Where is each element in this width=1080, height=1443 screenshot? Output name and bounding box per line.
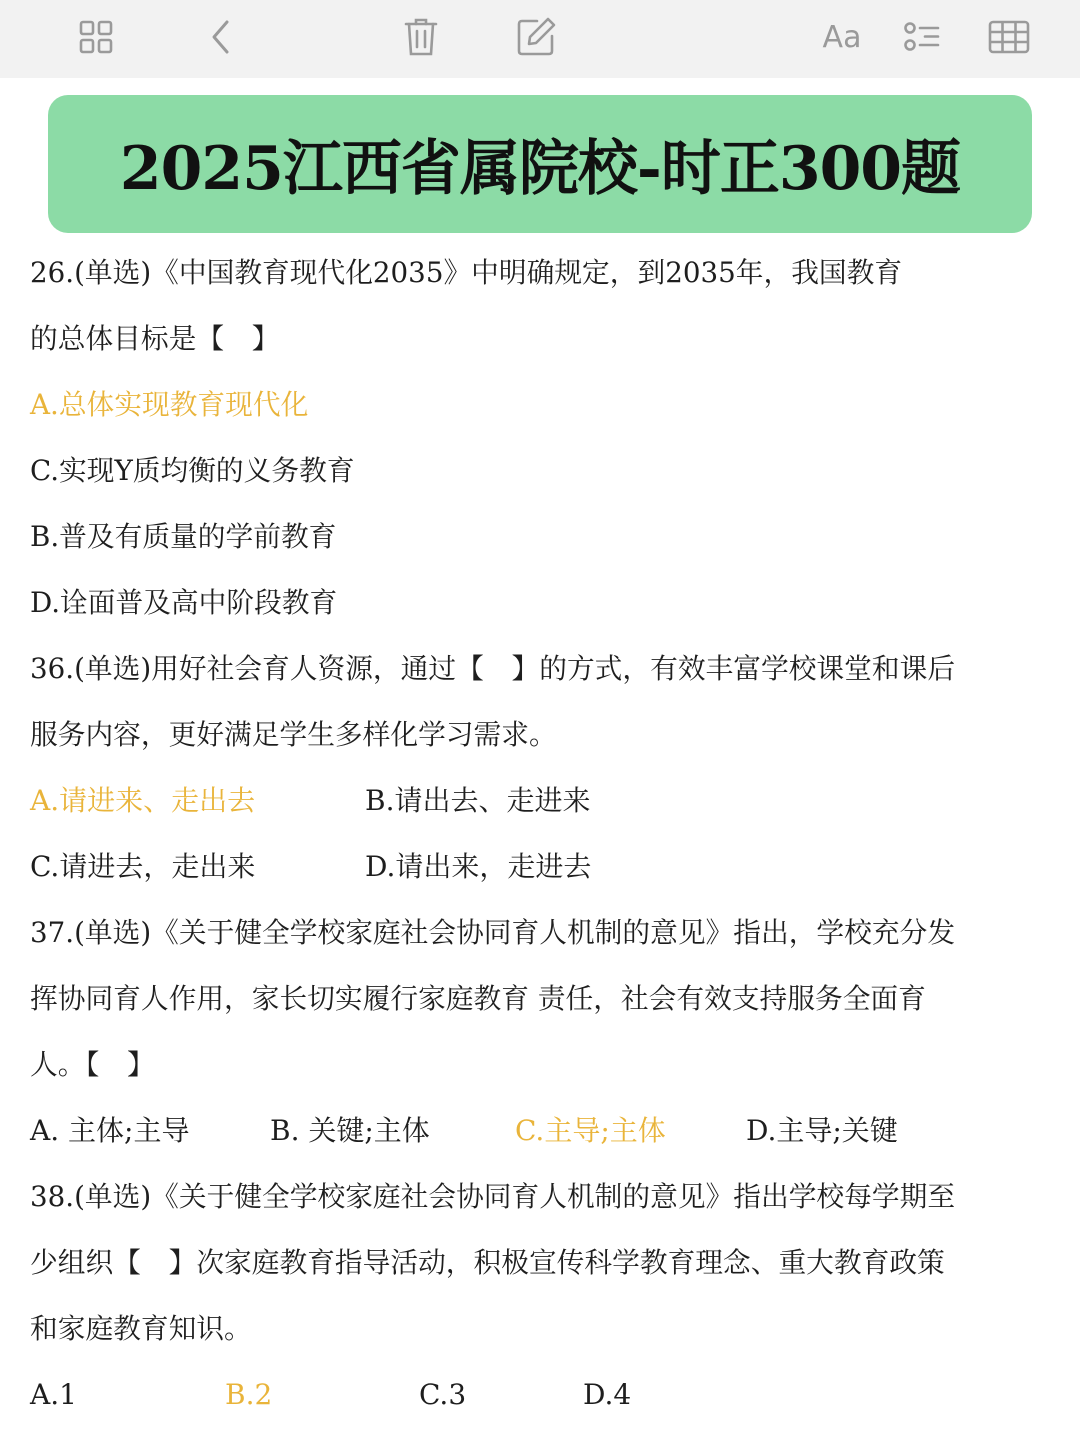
checklist-icon[interactable] — [897, 14, 947, 60]
q38-option-a: A.1 — [30, 1378, 77, 1411]
q37-stem-line-3: 人。【 】 — [30, 1048, 155, 1081]
edit-icon[interactable] — [511, 14, 561, 60]
font-size-label: Aa — [822, 19, 862, 55]
top-toolbar — [0, 0, 1080, 78]
q36-option-d: D.请出来，走进去 — [365, 850, 592, 883]
question-content — [30, 240, 1060, 1428]
q26-option-b: B.普及有质量的学前教育 — [30, 520, 337, 553]
q37-option-a: A. 主体;主导 — [30, 1114, 190, 1147]
q26-option-d: D.诠面普及高中阶段教育 — [30, 586, 338, 619]
q38-stem-line-2: 少组织【 】次家庭教育指导活动，积极宣传科学教育理念、重大教育政策 — [30, 1246, 945, 1279]
banner-title: 2025江西省属院校-时正300题 — [119, 134, 961, 204]
q26-option-c: C.实现Y质均衡的义务教育 — [30, 454, 355, 487]
q37-option-c: C.主导;主体 — [515, 1114, 666, 1147]
q36-option-c: C.请进去，走出来 — [30, 850, 256, 883]
title-banner — [48, 95, 1032, 233]
table-icon[interactable] — [984, 14, 1034, 60]
back-chevron-icon[interactable] — [196, 14, 246, 60]
q37-option-b: B. 关键;主体 — [270, 1114, 430, 1147]
q36-option-b: B.请出去、走进来 — [365, 784, 591, 817]
q36-stem-line-2: 服务内容，更好满足学生多样化学习需求。 — [30, 718, 557, 751]
q36-options-row-1 — [30, 768, 1060, 834]
q37-option-d: D.主导;关键 — [746, 1114, 898, 1147]
q26-option-a: A.总体实现教育现代化 — [30, 388, 309, 421]
q37-stem-line-2: 挥协同育人作用，家长切实履行家庭教育 责任，社会有效支持服务全面育 — [30, 982, 926, 1015]
q36-stem-line-1: 36.(单选)用好社会育人资源，通过【 】的方式，有效丰富学校课堂和课后 — [30, 652, 956, 685]
q26-stem-line-2: 的总体目标是【 】 — [30, 322, 280, 355]
trash-icon[interactable] — [396, 14, 446, 60]
q38-stem-line-1: 38.(单选)《关于健全学校家庭社会协同育人机制的意见》指出学校每学期至 — [30, 1180, 956, 1213]
q38-option-d: D.4 — [583, 1378, 632, 1411]
q38-option-b: B.2 — [225, 1378, 273, 1411]
q36-options-row-2 — [30, 834, 1060, 900]
q37-options-row — [30, 1098, 1060, 1164]
grid-view-icon[interactable] — [71, 14, 121, 60]
q38-stem-line-3: 和家庭教育知识。 — [30, 1312, 252, 1345]
q26-stem-line-1: 26.(单选)《中国教育现代化2035》中明确规定，到2035年，我国教育 — [30, 256, 903, 289]
q37-stem-line-1: 37.(单选)《关于健全学校家庭社会协同育人机制的意见》指出，学校充分发 — [30, 916, 956, 949]
font-size-icon[interactable] — [817, 14, 867, 60]
q36-option-a: A.请进来、走出去 — [30, 784, 256, 817]
q38-options-row — [30, 1362, 1060, 1428]
q38-option-c: C.3 — [419, 1378, 467, 1411]
